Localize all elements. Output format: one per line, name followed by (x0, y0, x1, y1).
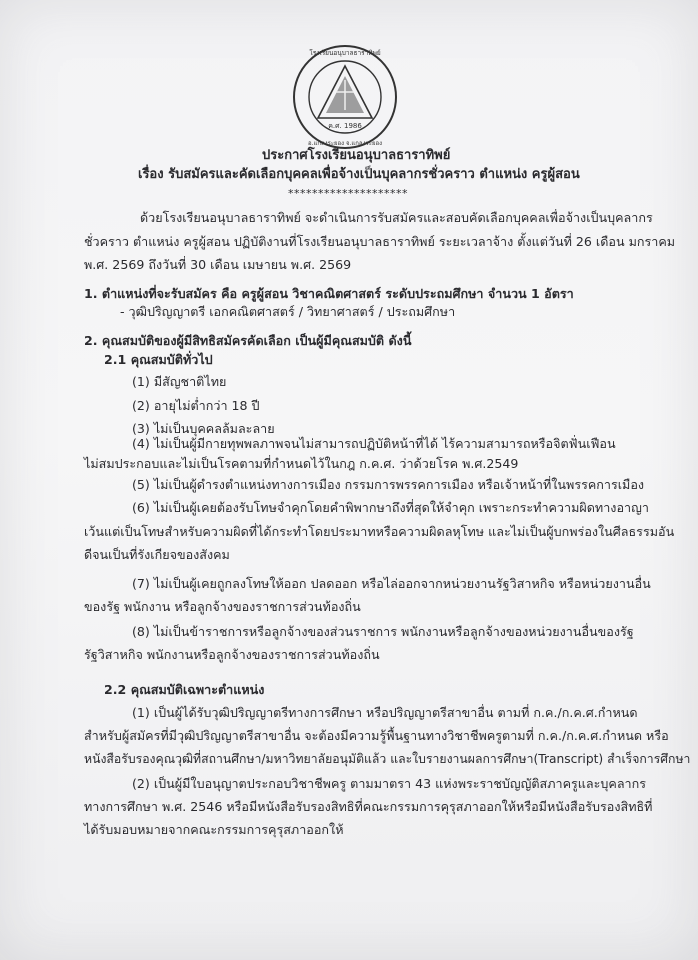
general-item-8: (8) ไม่เป็นข้าราชการหรือลูกจ้างของส่วนราชการ พนักงานหรือลูกจ้างของหน่วยงานอื่นของรัฐ (132, 624, 634, 639)
specific-item-1: (1) เป็นผู้ได้รับวุฒิปริญญาตรีทางการศึกษา หรือปริญญาตรีสาขาอื่น ตามที่ ก.ค./ก.ค.ศ.กำหนด (132, 705, 638, 720)
school-emblem-logo (290, 42, 400, 152)
general-item-2: (2) อายุไม่ต่ำกว่า 18 ปี (132, 398, 260, 413)
specific-item-2: (2) เป็นผู้มีใบอนุญาตประกอบวิชาชีพครู ตามมาตรา 43 แห่งพระราชบัญญัติสภาครูและบุคลากร (132, 776, 646, 791)
general-item-4-cont: ไม่สมประกอบและไม่เป็นโรคตามที่กำหนดไว้ในกฎ ก.ค.ศ. ว่าด้วยโรค พ.ศ.2549 (84, 456, 519, 471)
logo-year-text: ค.ศ. 1986 (328, 122, 362, 130)
general-item-6: (6) ไม่เป็นผู้เคยต้องรับโทษจำคุกโดยคำพิพากษาถึงที่สุดให้จำคุก เพราะกระทำความผิดทางอาญา (132, 500, 649, 515)
general-item-6-cont-1: เว้นแต่เป็นโทษสำหรับความผิดที่ได้กระทำโดยประมาทหรือความผิดลหุโทษ และไม่เป็นผู้บกพร่องในศีลธรรมอัน (84, 524, 675, 539)
general-item-8-cont: รัฐวิสาหกิจ พนักงานหรือลูกจ้างของราชการส่วนท้องถิ่น (84, 647, 380, 662)
general-item-3: (3) ไม่เป็นบุคคลล้มละลาย (132, 421, 275, 436)
general-item-7: (7) ไม่เป็นผู้เคยถูกลงโทษให้ออก ปลดออก หรือไล่ออกจากหน่วยงานรัฐวิสาหกิจ หรือหน่วยงานอื่น (132, 576, 651, 591)
stars-divider: ******************** (288, 187, 408, 200)
general-item-7-cont: ของรัฐ พนักงาน หรือลูกจ้างของราชการส่วนท้องถิ่น (84, 599, 361, 614)
section1-detail: - วุฒิปริญญาตรี เอกคณิตศาสตร์ / วิทยาศาสตร์ / ประถมศึกษา (120, 304, 456, 319)
section2-2-heading: 2.2 คุณสมบัติเฉพาะตำแหน่ง (104, 682, 265, 697)
announcement-title: ประกาศโรงเรียนอนุบาลธาราทิพย์ (262, 148, 451, 163)
intro-line-2: ชั่วคราว ตำแหน่ง ครูผู้สอน ปฏิบัติงานที่โรงเรียนอนุบาลธาราทิพย์ ระยะเวลาจ้าง ตั้งแต่วันที่ 26 เดือน มกราคม (84, 234, 676, 249)
general-item-5: (5) ไม่เป็นผู้ดำรงตำแหน่งทางการเมือง กรรมการพรรคการเมือง หรือเจ้าหน้าที่ในพรรคการเมือง (132, 477, 645, 492)
specific-item-2-cont-1: ทางการศึกษา พ.ศ. 2546 หรือมีหนังสือรับรองสิทธิที่คณะกรรมการคุรุสภาออกให้หรือมีหนังสือรับรองสิทธิที่ (84, 799, 653, 814)
intro-line-3: พ.ศ. 2569 ถึงวันที่ 30 เดือน เมษายน พ.ศ. 2569 (84, 257, 352, 272)
logo-top-text: โรงเรียนอนุบาลธาราทิพย์ (309, 49, 381, 57)
intro-line-1: ด้วยโรงเรียนอนุบาลธาราทิพย์ จะดำเนินการรับสมัครและสอบคัดเลือกบุคคลเพื่อจ้างเป็นบุคลากร (140, 210, 653, 225)
general-item-6-cont-2: ดีจนเป็นที่รังเกียจของสังคม (84, 547, 230, 562)
section1-heading: 1. ตำแหน่งที่จะรับสมัคร คือ ครูผู้สอน วิชาคณิตศาสตร์ ระดับประถมศึกษา จำนวน 1 อัตรา (84, 286, 574, 301)
specific-item-2-cont-2: ได้รับมอบหมายจากคณะกรรมการคุรุสภาออกให้ (84, 822, 344, 837)
section2-1-heading: 2.1 คุณสมบัติทั่วไป (104, 352, 213, 367)
specific-item-1-cont-2: หนังสือรับรองคุณวุฒิที่สถานศึกษา/มหาวิทยาลัยอนุมัติแล้ว และใบรายงานผลการศึกษา(Transcript) สำเร็จการศึกษา (84, 751, 691, 766)
section2-heading: 2. คุณสมบัติของผู้มีสิทธิสมัครคัดเลือก เป็นผู้มีคุณสมบัติ ดังนี้ (84, 333, 412, 348)
general-item-1: (1) มีสัญชาติไทย (132, 374, 227, 389)
specific-item-1-cont-1: สำหรับผู้สมัครที่มีวุฒิปริญญาตรีสาขาอื่น จะต้องมีความรู้พื้นฐานทางวิชาชีพครูตามที่ ก.ค./ก.ค.ศ.กำหนด หรือ (84, 728, 669, 743)
general-item-4: (4) ไม่เป็นผู้มีกายทุพพลภาพจนไม่สามารถปฏิบัติหน้าที่ได้ ไร้ความสามารถหรือจิตฟั่นเฟือน (132, 436, 616, 451)
logo-bottom-text: อ.แกลงระยอง จ.แกลงระยอง (307, 140, 383, 147)
announcement-subject: เรื่อง รับสมัครและคัดเลือกบุคคลเพื่อจ้างเป็นบุคลากรชั่วคราว ตำแหน่ง ครูผู้สอน (138, 167, 580, 182)
